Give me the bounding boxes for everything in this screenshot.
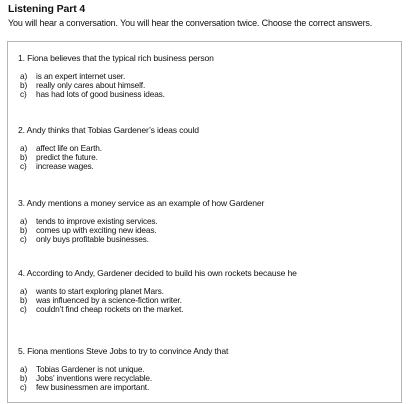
questions-box (7, 41, 402, 403)
option-text: couldn’t find cheap rockets on the market. (36, 304, 184, 315)
option-letter: c) (20, 161, 27, 172)
option-text: increase wages. (36, 161, 94, 172)
answer-options (20, 217, 264, 245)
answer-option-c[interactable] (20, 90, 214, 99)
option-text: comes up with exciting new ideas. (36, 225, 157, 236)
option-letter: a) (20, 364, 28, 374)
answer-option-c[interactable] (20, 162, 199, 171)
option-text: tends to improve existing services. (36, 216, 158, 226)
question-4 (18, 268, 297, 315)
option-letter: c) (20, 304, 27, 315)
option-letter: b) (20, 80, 28, 91)
option-letter: c) (20, 89, 27, 100)
answer-options (20, 144, 199, 172)
option-text: wants to start exploring planet Mars. (36, 286, 164, 296)
question-3 (18, 198, 264, 245)
question-1 (18, 53, 214, 100)
option-text: has had lots of good business ideas. (36, 89, 165, 100)
option-letter: c) (20, 382, 27, 393)
question-stem: 1. Fiona believes that the typical rich business person (18, 53, 214, 63)
option-text: Jobs’ inventions were recyclable. (36, 373, 153, 384)
option-letter: a) (20, 216, 28, 226)
answer-options (20, 365, 228, 393)
option-text: is an expert internet user. (36, 71, 126, 81)
question-stem: 5. Fiona mentions Steve Jobs to try to convince Andy that (18, 346, 229, 356)
option-letter: b) (20, 225, 28, 236)
instructions: You will hear a conversation. You will hear the conversation twice. Choose the correct answers. (8, 18, 373, 28)
option-text: really only cares about himself. (36, 80, 146, 91)
option-letter: a) (20, 143, 28, 153)
question-stem: 3. Andy mentions a money service as an example of how Gardener (18, 198, 265, 208)
option-text: Tobias Gardener is not unique. (36, 364, 145, 374)
option-text: only buys profitable businesses. (36, 234, 149, 245)
answer-options (20, 72, 214, 100)
answer-option-c[interactable] (20, 235, 264, 244)
option-text: was influenced by a science-fiction writer. (36, 295, 182, 306)
question-stem: 2. Andy thinks that Tobias Gardener’s ideas could (18, 125, 199, 135)
option-letter: c) (20, 234, 27, 245)
answer-option-c[interactable] (20, 305, 297, 314)
page-title: Listening Part 4 (8, 3, 86, 15)
option-letter: a) (20, 286, 28, 296)
option-letter: b) (20, 152, 28, 163)
question-2 (18, 125, 199, 172)
question-stem: 4. According to Andy, Gardener decided to build his own rockets because he (18, 268, 297, 278)
question-5 (18, 346, 228, 393)
option-letter: a) (20, 71, 28, 81)
option-letter: b) (20, 373, 28, 384)
answer-option-c[interactable] (20, 383, 228, 392)
option-text: predict the future. (36, 152, 98, 163)
answer-options (20, 287, 297, 315)
option-letter: b) (20, 295, 28, 306)
option-text: few businessmen are important. (36, 382, 150, 393)
option-text: affect life on Earth. (36, 143, 102, 153)
